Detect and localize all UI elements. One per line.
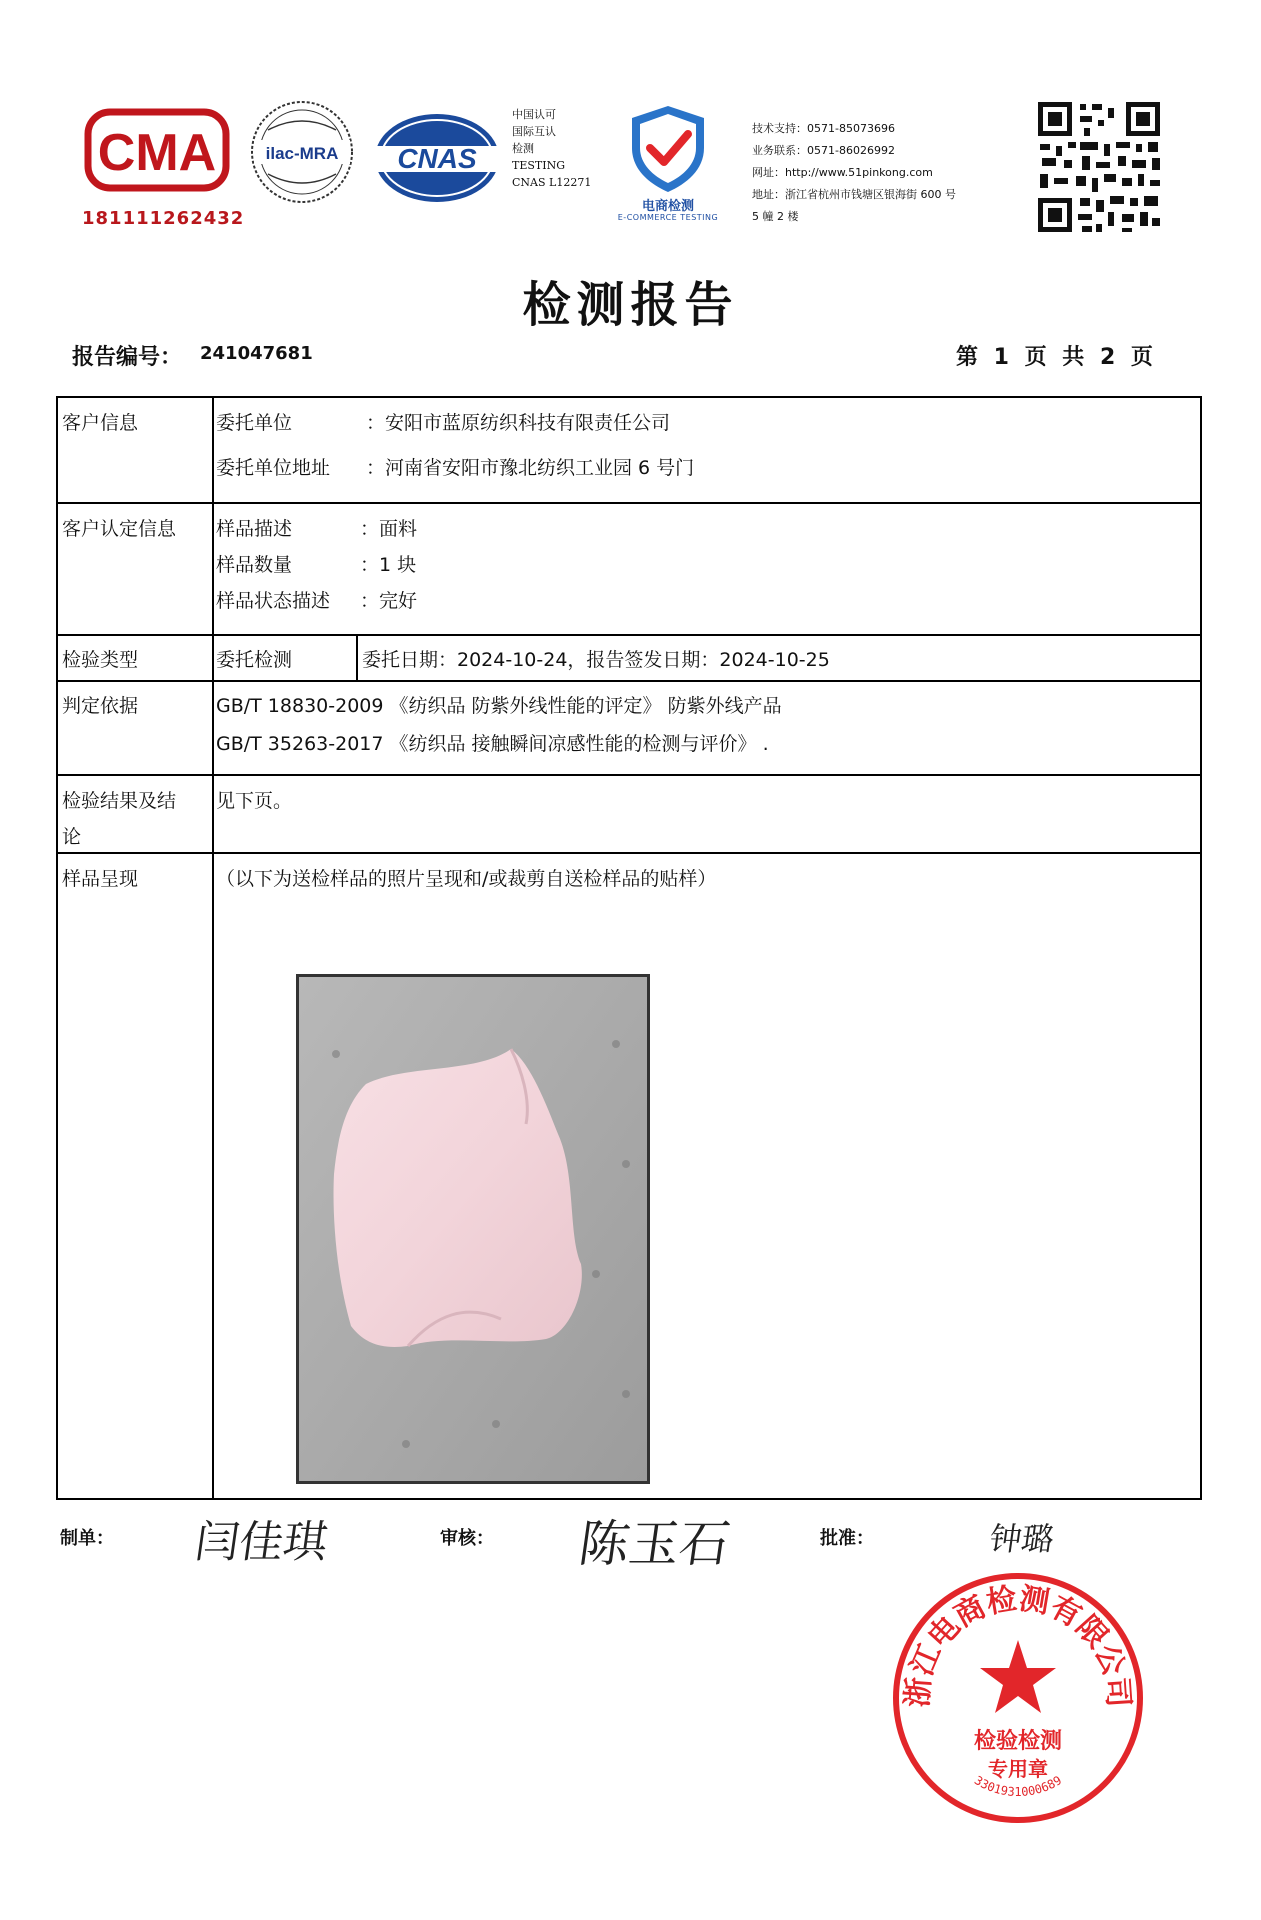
- contact-business: 业务联系：0571-86026992: [752, 144, 895, 157]
- client-address-label: 委托单位地址: [216, 457, 331, 479]
- sample-desc-label: 样品描述: [216, 518, 293, 540]
- company-seal: [888, 1568, 1148, 1828]
- sample-state-value: ：完好: [360, 590, 418, 612]
- cma-logo: [82, 106, 232, 194]
- svg-text:ilac-MRA: ilac-MRA: [265, 144, 339, 163]
- table-column-divider: [212, 396, 214, 1500]
- svg-text:CMA: CMA: [97, 124, 217, 182]
- cnas-line: TESTING: [512, 159, 565, 172]
- client-label: 委托单位: [216, 412, 293, 434]
- sample-qty-label: 样品数量: [216, 554, 293, 576]
- confirmation-label: 客户认定信息: [62, 518, 177, 540]
- cnas-line: CNAS L12271: [512, 176, 592, 189]
- contact-address: 地址：浙江省杭州市钱塘区银海街 600 号: [752, 188, 956, 201]
- reviewed-by-label: 审核：: [440, 1528, 494, 1549]
- result-label-2: 论: [62, 826, 82, 848]
- basis-standard-1: GB/T 18830-2009 《纺织品 防紫外线性能的评定》 防紫外线产品: [216, 695, 782, 717]
- contact-tech-support: 技术支持：0571-85073696: [752, 122, 895, 135]
- result-label: 检验结果及结: [62, 790, 177, 812]
- ecommerce-name-cn: 电商检测: [641, 199, 694, 214]
- sample-fabric-photo: [296, 974, 650, 1484]
- inspection-type-label: 检验类型: [62, 649, 139, 671]
- customer-info-label: 客户信息: [62, 412, 139, 434]
- basis-label: 判定依据: [62, 695, 139, 717]
- sample-qty-value: ：1 块: [360, 554, 417, 576]
- prepared-by-signature: 闫佳琪: [191, 1517, 331, 1568]
- seal-number-text: 3301931000689: [971, 1773, 1065, 1799]
- cnas-accreditation-text: [512, 106, 602, 191]
- page-indicator: 第 1 页 共 2 页: [956, 345, 1157, 370]
- contact-address-2: 5 幢 2 楼: [752, 210, 799, 223]
- ilac-mra-logo: [248, 98, 356, 206]
- table-divider: [56, 502, 1202, 504]
- reviewed-by-signature: 陈玉石: [575, 1515, 734, 1573]
- inspection-dates: 委托日期：2024-10-24，报告签发日期：2024-10-25: [362, 649, 830, 671]
- ecommerce-name-en: E-COMMERCE TESTING: [617, 213, 719, 222]
- seal-purpose-text: 检验检测: [973, 1729, 1063, 1754]
- contact-info: [752, 118, 1012, 228]
- client-address-value: ：河南省安阳市豫北纺织工业园 6 号门: [366, 457, 695, 479]
- seal-purpose-text-2: 专用章: [988, 1757, 1048, 1781]
- sample-state-label: 样品状态描述: [216, 590, 331, 612]
- sample-desc-value: ：面料: [360, 518, 418, 540]
- cma-number: 181111262432: [82, 208, 245, 229]
- inspection-type-value: 委托检测: [216, 649, 293, 671]
- prepared-by-label: 制单：: [60, 1528, 114, 1549]
- cnas-line: 国际互认: [512, 125, 556, 138]
- table-divider: [56, 680, 1202, 682]
- report-number-label: 报告编号：: [72, 345, 183, 370]
- sample-presentation-note: （以下为送检样品的照片呈现和/或裁剪自送检样品的贴样）: [216, 868, 717, 890]
- contact-website[interactable]: 网址：http://www.51pinkong.com: [752, 166, 933, 179]
- svg-text:CNAS: CNAS: [397, 143, 477, 174]
- result-value: 见下页。: [216, 790, 293, 812]
- cnas-line: 中国认可: [512, 108, 556, 121]
- qr-code-icon[interactable]: [1034, 98, 1164, 236]
- approved-by-label: 批准：: [820, 1528, 874, 1549]
- table-divider: [56, 634, 1202, 636]
- cnas-logo: [372, 110, 502, 206]
- cnas-line: 检测: [512, 142, 534, 155]
- approved-by-signature: 钟璐: [987, 1520, 1057, 1558]
- table-column-divider: [356, 634, 358, 680]
- seal-company-text: 浙江电商检测有限公司: [900, 1581, 1136, 1709]
- ecommerce-testing-shield-icon: [612, 100, 724, 196]
- report-number: 241047681: [200, 343, 313, 364]
- document-title: 检测报告: [522, 277, 739, 333]
- sample-presentation-label: 样品呈现: [62, 868, 139, 890]
- table-divider: [56, 852, 1202, 854]
- table-divider: [56, 774, 1202, 776]
- client-value: ：安阳市蓝原纺织科技有限责任公司: [366, 412, 671, 434]
- basis-standard-2: GB/T 35263-2017 《纺织品 接触瞬间凉感性能的检测与评价》 .: [216, 733, 769, 755]
